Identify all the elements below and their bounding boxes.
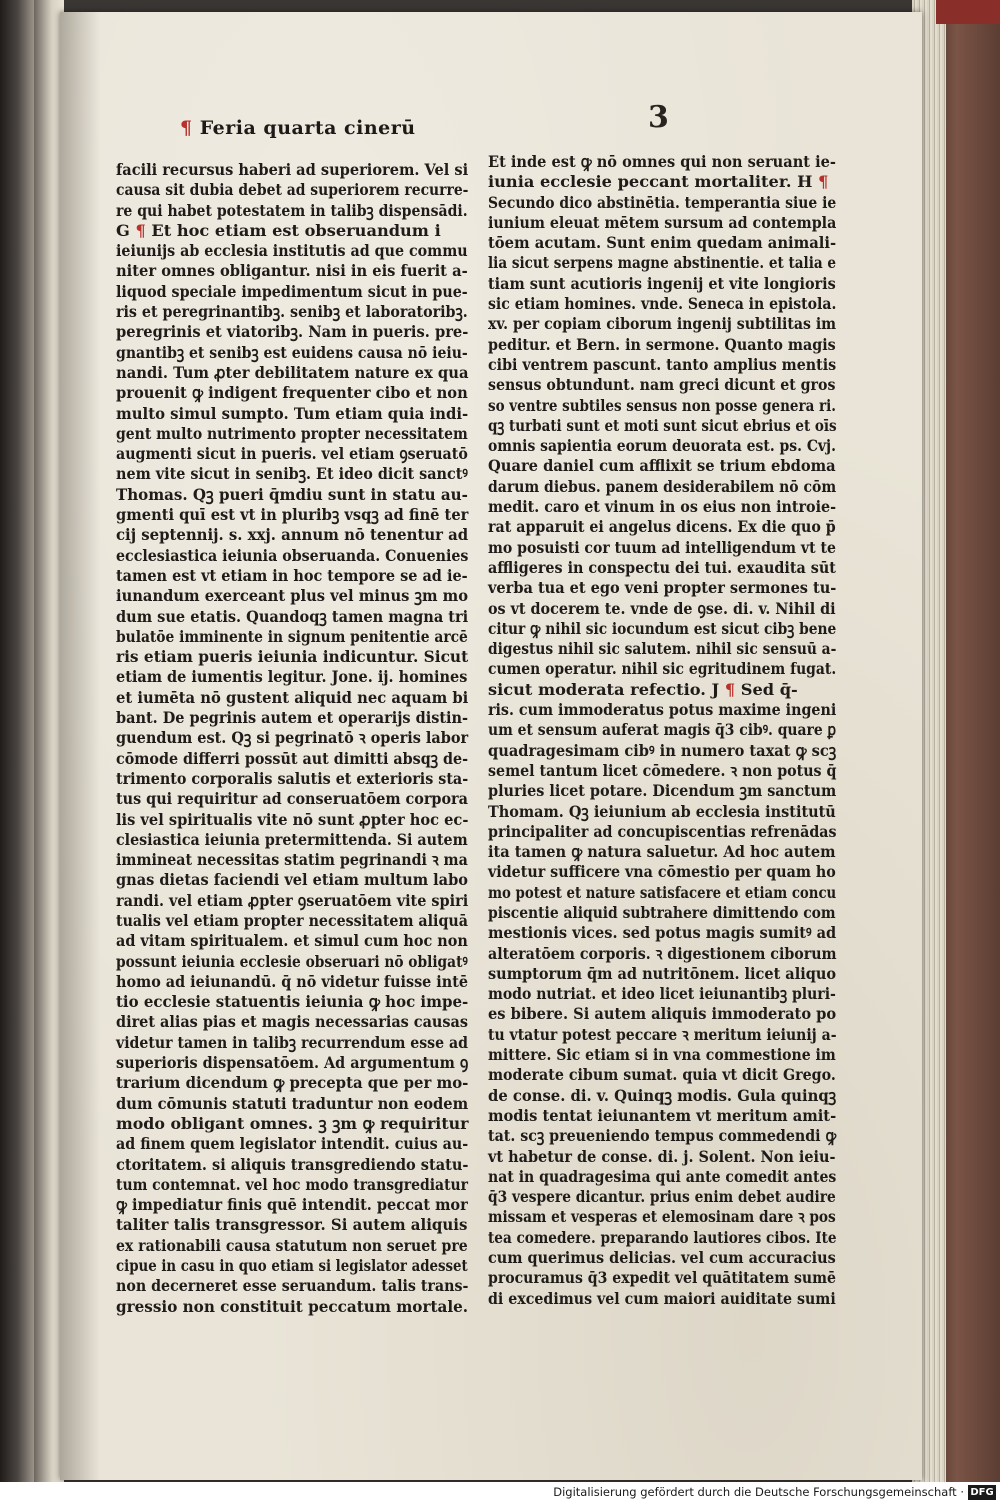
text-line: xv. per copiam ciborum ingenij subtilitas im	[488, 314, 837, 334]
text-line: tum contemnat. vel hoc modo transgrediatur	[116, 1174, 469, 1194]
text-line: tiam sunt acutioris ingenij et vite longioris	[488, 273, 836, 293]
text-line: bant. De pegrinis autem et operarijs distin-	[116, 708, 469, 728]
text-line: q̄3 vespere dicantur. prius enim debet audire	[488, 1187, 836, 1207]
text-line: Thomam. Qꝫ ieiunium ab ecclesia institutū	[488, 801, 836, 821]
text-line: iunium eleuat mētem sursum ad contempla	[488, 212, 837, 232]
bookmark-ribbon	[936, 0, 1000, 24]
text-line: peditur. et Bern. in sermone. Quanto magis	[488, 334, 836, 354]
text-line: procuramus q̄3 expedit vel quātitatem sumē	[488, 1268, 836, 1288]
text-line: nem vite sicut in senibꝫ. Et ideo dicit sanctꝰ	[116, 464, 468, 484]
text-line: tamen est vt etiam in hoc tempore se ad ie-	[116, 565, 468, 585]
dfg-logo: DFG	[968, 1485, 996, 1500]
text-line: dum cōmunis statuti traduntur non eodem	[116, 1093, 469, 1113]
text-line: qꝫ turbati sunt et moti sunt sicut ebrius et oīs	[488, 415, 837, 435]
text-line: pluries licet potare. Dicendum ꝫm sanctum	[488, 781, 837, 801]
text-line: um et sensum auferat magis q̄3 cibꝰ. quare ꝑ	[488, 720, 837, 740]
text-line: semel tantum licet cōmedere. ꝛ non potus q̄	[488, 760, 837, 780]
text-line: taliter talis transgressor. Si autem aliquis	[116, 1215, 468, 1235]
text-line: et iumēta nō gustent aliquid nec aquam bi	[116, 687, 469, 707]
text-line: medit. caro et vinum in os eius non introie-	[488, 497, 837, 517]
text-line: sensus obtundunt. nam greci dicunt et gros	[488, 375, 836, 395]
text-line: modo nutriat. et ideo licet ieiunantibꝫ pluri-	[488, 984, 836, 1004]
text-line: clesiastica ieiunia pretermittenda. Si autem	[116, 829, 468, 849]
text-line: etiam de iumentis legitur. Jone. ij. homines	[116, 667, 468, 687]
text-line: moderate cibum sumat. quia vt dicit Grego.	[488, 1065, 836, 1085]
text-line: ad vitam spiritualem. et simul cum hoc non	[116, 931, 468, 951]
text-line: dum sue etatis. Quandoqꝫ tamen magna tri	[116, 606, 469, 626]
text-line: mo posuisti cor tuum ad intelligendum vt te	[488, 537, 836, 557]
text-line: diret alias pias et magis necessarias causas	[116, 1012, 469, 1032]
text-line: es bibere. Si autem aliquis immoderato po	[488, 1004, 837, 1024]
text-line: sumptorum q̄m ad nutritōnem. licet aliquo	[488, 963, 837, 983]
text-line: alteratōem corporis. ꝛ digestionem ciborum	[488, 943, 837, 963]
text-line: tōem acutam. Sunt enim quedam animali-	[488, 233, 837, 253]
text-line: mestionis vices. sed potus magis sumitꝰ ad	[488, 923, 837, 943]
text-line: trarium dicendum ꝙ precepta que per mo-	[116, 1073, 469, 1093]
text-line: mittere. Sic etiam si in vna commestione im	[488, 1045, 836, 1065]
text-line: nat in quadragesima qui ante comedit antes	[488, 1166, 837, 1186]
text-line: iunandum exerceant plus vel minus ꝫm mo	[116, 586, 469, 606]
text-line: Et inde est ꝙ nō omnes qui non seruant ie-	[488, 152, 836, 171]
text-line: tualis vel etiam propter necessitatem aliquā	[116, 910, 468, 930]
text-line: Secundo dico abstinētia. temperantia siue ie	[488, 192, 837, 212]
text-line: videtur tamen in talibꝫ recurrendum esse ad	[116, 1032, 468, 1052]
text-line: tu vtatur potest peccare ꝛ meritum ieiunij a-	[488, 1024, 837, 1044]
text-line: piscentie aliquid subtrahere dimittendo com	[488, 902, 836, 922]
text-line: G ¶ Et hoc etiam est obseruandum i	[116, 220, 441, 240]
footer-credit: Digitalisierung gefördert durch die Deutsche Forschungsgemeinschaft ·	[553, 1485, 964, 1499]
text-line: tio ecclesie statuentis ieiunia ꝙ hoc impe-	[116, 992, 469, 1012]
text-line: ex rationabili causa statutum non seruet pre	[116, 1235, 468, 1255]
text-line: gressio non constituit peccatum mortale.	[116, 1296, 469, 1316]
text-line: gnas dietas faciendi vel etiam multum labo	[116, 870, 468, 890]
text-line: darum diebus. panem desiderabilem nō cōm	[488, 476, 837, 496]
text-line: omnis sapientia eorum deuorata est. ps. Cvj.	[488, 436, 836, 456]
text-line: modis tentat ieiunantem vt meritum amit-	[488, 1105, 837, 1125]
text-line: os vt docerem te. vnde de ꝯse. di. v. Nihil di	[488, 598, 836, 618]
text-line: randi. vel etiam ꝓpter ꝯseruatōem vite spiri	[116, 890, 469, 910]
text-line: gnantibꝫ et senibꝫ est euidens causa nō ieiu-	[116, 342, 468, 362]
text-line: ctoritatem. si aliquis transgrediendo statu-	[116, 1154, 469, 1174]
text-line: ꝙ impediatur finis quē intendit. peccat mor	[116, 1195, 468, 1215]
text-line: guendum est. Qꝫ si pegrinatō ꝛ operis labor	[116, 728, 469, 748]
text-line: ad finem quem legislator intendit. cuius au-	[116, 1134, 469, 1154]
text-line: homo ad ieiunandū. q̄ nō videtur fuisse intē	[116, 971, 468, 991]
text-line: digestus nihil sic salutem. nihil sic sensuū a-	[488, 639, 837, 659]
text-line: vt habetur de conse. di. j. Solent. Non ieiu-	[488, 1146, 836, 1166]
text-line: videtur sufficere vna cōmestio per quam ho	[488, 862, 836, 882]
text-line: sic etiam homines. vnde. Seneca in epistola.	[488, 294, 837, 314]
text-line: modo obligant omnes. ꝫ ꝫm ꝙ requiritur	[116, 1113, 469, 1133]
text-line: ris etiam pueris ieiunia indicuntur. Sicut	[116, 647, 469, 667]
text-line: niter omnes obligantur. nisi in eis fuerit a-	[116, 261, 468, 281]
right-book-board	[938, 0, 1000, 1482]
text-line: sicut moderata refectio. J ¶ Sed q̄-	[488, 679, 798, 699]
text-line: ris. cum immoderatus potus maxime ingeni	[488, 700, 837, 720]
gutter-shadow	[60, 12, 100, 1480]
text-line: superioris dispensatōem. Ad argumentum ꝯ	[116, 1053, 469, 1073]
text-line: liquod speciale impedimentum sicut in pue-	[116, 281, 468, 301]
text-line: de conse. di. v. Quinqꝫ modis. Gula quinqꝫ	[488, 1085, 837, 1105]
footer-bar	[0, 1482, 1000, 1504]
text-line: Quare daniel cum afflixit se trium ebdoma	[488, 456, 836, 476]
text-line: cum querimus delicias. vel cum accuracius	[488, 1248, 836, 1268]
right-text-column	[488, 152, 836, 1309]
text-line: tea comedere. preparando lautiores cibos. Ite	[488, 1227, 837, 1247]
text-line: Thomas. Qꝫ pueri q̄mdiu sunt in statu au-	[116, 484, 468, 504]
text-line: ris et peregrinantibꝫ. senibꝫ et laboratoribꝫ.	[116, 302, 468, 322]
text-line: affligeres in conspectu dei tui. exaudita sūt	[488, 557, 836, 577]
running-head-paraph: ¶	[180, 117, 193, 139]
text-line: quadragesimam cibꝰ in numero taxat ꝙ scꝫ	[488, 740, 837, 760]
text-line: lis vel spiritualis vite nō sunt ꝓpter hoc ec-	[116, 809, 469, 829]
running-head	[180, 117, 416, 139]
text-line: causa sit dubia debet ad superiorem recurre-	[116, 180, 469, 200]
text-line: citur ꝙ nihil sic iocundum est sicut cibꝫ bene	[488, 618, 837, 638]
text-line: multo simul sumpto. Tum etiam quia indi-	[116, 403, 469, 423]
text-line: cumen operatur. nihil sic egritudinem fugat.	[488, 659, 837, 679]
text-line: cij septennij. s. xxj. annum nō tenentur ad	[116, 525, 469, 545]
text-line: immineat necessitas statim pegrinandi ꝛ ma	[116, 850, 468, 870]
text-line: peregrinis et viatoribꝫ. Nam in pueris. pre-	[116, 322, 469, 342]
text-line: lia sicut serpens magne abstinentie. et talia e	[488, 253, 837, 273]
text-line: ita tamen ꝙ natura saluetur. Ad hoc autem	[488, 842, 836, 862]
text-line: so ventre subtiles sensus non posse genera ri.	[488, 395, 836, 415]
text-line: facili recursus haberi ad superiorem. Vel si	[116, 160, 469, 179]
text-line: verba tua et ego veni propter sermones tu-	[488, 578, 837, 598]
running-head-title: Feria quarta cinerū	[199, 117, 416, 139]
text-line: nandi. Tum ꝓter debilitatem nature ex qua	[116, 362, 469, 382]
text-line: possunt ieiunia ecclesie obseruari nō obligatꝰ	[116, 951, 468, 971]
text-line: bulatōe imminente in signum penitentie arcē	[116, 626, 468, 646]
folio-number: 3	[648, 100, 669, 135]
text-line: gent multo nutrimento propter necessitatem	[116, 423, 468, 443]
left-text-column	[116, 160, 468, 1317]
text-line: iunia ecclesie peccant mortaliter. H ¶	[488, 172, 829, 192]
text-line: rat apparuit ei angelus dicens. Ex die quo p̄	[488, 517, 836, 537]
text-line: ecclesiastica ieiunia obseruanda. Conuenies	[116, 545, 469, 565]
text-line: non decerneret esse seruandum. talis trans-	[116, 1276, 469, 1296]
text-line: cibi ventrem pascunt. tanto amplius mentis	[488, 354, 837, 374]
text-line: cōmode differri possūt aut dimitti absqꝫ de-	[116, 748, 469, 768]
text-line: principaliter ad concupiscentias refrenādas	[488, 821, 837, 841]
text-line: augmenti sicut in pueris. vel etiam ꝯseruatō	[116, 444, 468, 464]
text-line: prouenit ꝙ indigent frequenter cibo et non	[116, 383, 468, 403]
text-line: re qui habet potestatem in talibꝫ dispensādi.	[116, 200, 468, 220]
text-line: trimento corporalis salutis et exterioris sta-	[116, 768, 469, 788]
text-line: cipue in casu in quo etiam si legislator adesset	[116, 1256, 468, 1276]
text-line: ieiunijs ab ecclesia institutis ad que commu	[116, 241, 468, 261]
text-line: gmenti quī est vt in pluribꝫ vsqꝫ ad finē ter	[116, 505, 469, 525]
text-line: mo potest et nature satisfacere et etiam concu	[488, 882, 837, 902]
text-line: missam et vesperas et elemosinam dare ꝛ pos	[488, 1207, 836, 1227]
text-line: di excedimus vel cum maiori auiditate sumi	[488, 1288, 836, 1308]
text-line: tus qui requiritur ad conseruatōem corpora	[116, 789, 468, 809]
text-line: tat. scꝫ preueniendo tempus commedendi ꝙ	[488, 1126, 837, 1146]
